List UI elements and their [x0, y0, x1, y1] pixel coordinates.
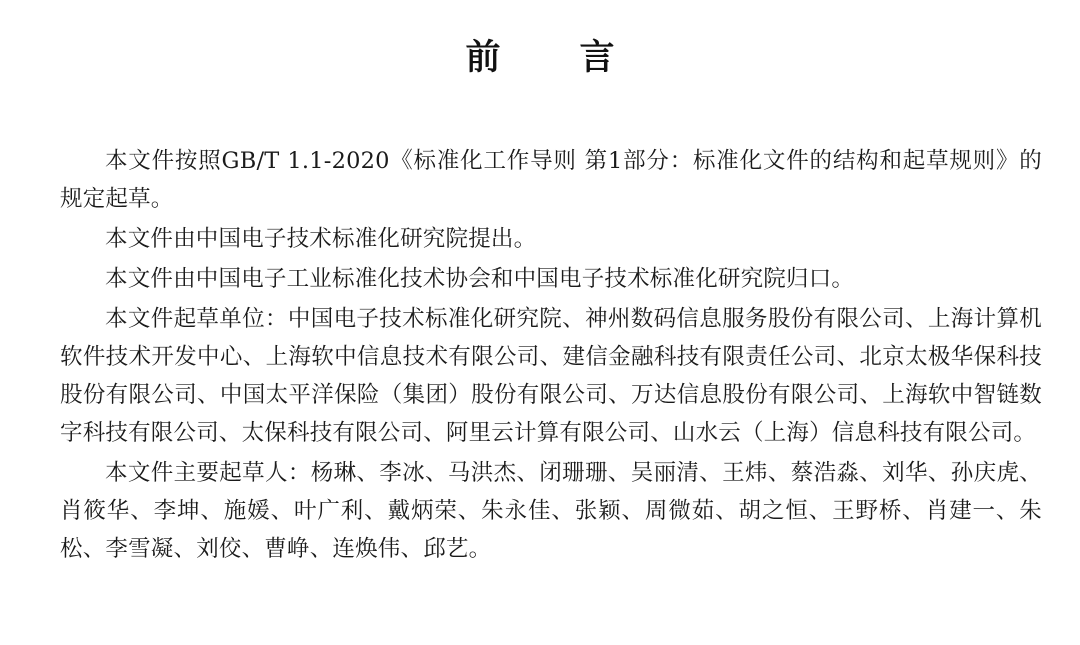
paragraph-main-drafters: 本文件主要起草人：杨琳、李冰、马洪杰、闭珊珊、吴丽清、王炜、蔡浩淼、刘华、孙庆虎、肖筱华、李坤、施媛、叶广利、戴炳荣、朱永佳、张颖、周微茹、胡之恒、王野桥、肖建一、朱松、李雪凝、刘佼、曹峥、连焕伟、邱艺。 — [60, 460, 1042, 562]
paragraph-proposed-by: 本文件由中国电子技术标准化研究院提出。 — [105, 226, 537, 252]
paragraph-standard-reference: 本文件按照GB/T 1.1-2020《标准化工作导则 第1部分：标准化文件的结构和起草规则》的规定起草。 — [60, 148, 1042, 212]
foreword-body — [0, 142, 1080, 568]
paragraph-administered-by: 本文件由中国电子工业标准化技术协会和中国电子技术标准化研究院归口。 — [105, 266, 855, 292]
paragraph-drafting-organizations: 本文件起草单位：中国电子技术标准化研究院、神州数码信息服务股份有限公司、上海计算机软件技术开发中心、上海软中信息技术有限公司、建信金融科技有限责任公司、北京太极华保科技股份有限公司、中国太平洋保险（集团）股份有限公司、万达信息股份有限公司、上海软中智链数字科技有限公司、太保科技有限公司、阿里云计算有限公司、山水云（上海）信息科技有限公司。 — [60, 306, 1042, 446]
page-title: 前 言 — [465, 37, 637, 78]
